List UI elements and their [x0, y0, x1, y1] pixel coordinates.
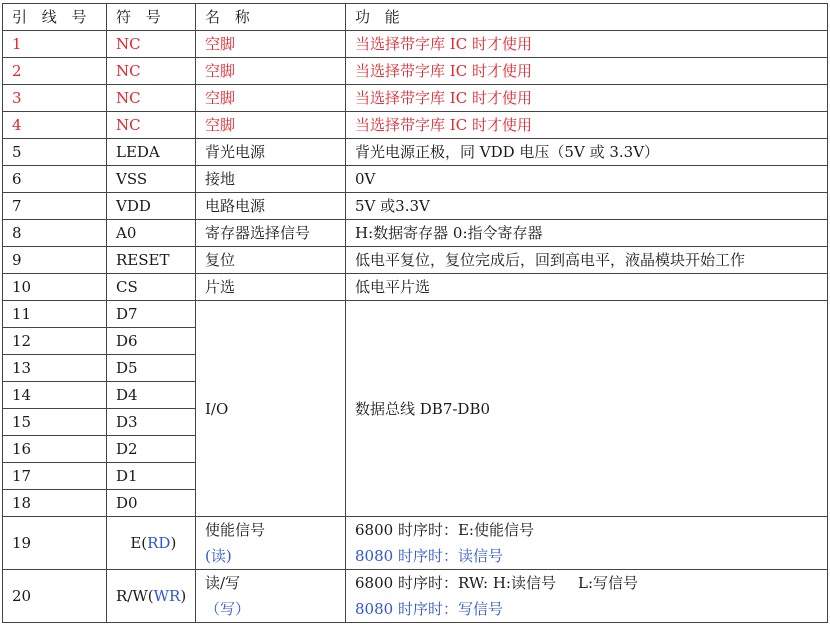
- name-line2: (读): [205, 547, 232, 565]
- table-row: [3, 58, 828, 85]
- pin-number: 3: [3, 85, 107, 112]
- symbol-end: ): [180, 587, 187, 605]
- pin-name: 背光电源: [196, 139, 346, 166]
- pin-number: 17: [3, 463, 107, 490]
- pin-name: 片选: [196, 274, 346, 301]
- func-line1: 6800 时序时：E:使能信号: [355, 521, 534, 539]
- table-row: [3, 220, 828, 247]
- pin-function: 0V: [346, 166, 828, 193]
- table-row: [3, 85, 828, 112]
- name-line2: （写）: [205, 600, 251, 618]
- pin-name: [196, 570, 346, 623]
- pin-name: 接地: [196, 166, 346, 193]
- pin-symbol: NC: [107, 112, 196, 139]
- pin-symbol: NC: [107, 31, 196, 58]
- pin-number: 4: [3, 112, 107, 139]
- pin-symbol: LEDA: [107, 139, 196, 166]
- bus-name: I/O: [196, 301, 346, 517]
- pin-function: 低电平片选: [346, 274, 828, 301]
- pin-symbol: RESET: [107, 247, 196, 274]
- pin-function: 当选择带字库 IC 时才使用: [346, 58, 828, 85]
- name-line1: 读/写: [205, 574, 241, 592]
- pin-function: 5V 或3.3V: [346, 193, 828, 220]
- pin-number: 2: [3, 58, 107, 85]
- pin-symbol: D3: [107, 409, 196, 436]
- table-row: [3, 193, 828, 220]
- header-function: 功 能: [346, 4, 828, 31]
- pin-number: 5: [3, 139, 107, 166]
- pin-definition-table: [2, 3, 828, 623]
- symbol-alt: WR: [153, 587, 181, 605]
- pin-number: 15: [3, 409, 107, 436]
- symbol-main: R/W(: [116, 587, 154, 605]
- pin-symbol: D7: [107, 301, 196, 328]
- pin-number: 11: [3, 301, 107, 328]
- header-row: [3, 4, 828, 31]
- table-row: [3, 166, 828, 193]
- pin-number: 9: [3, 247, 107, 274]
- table-row: [3, 517, 828, 570]
- pin-function: 背光电源正极，同 VDD 电压（5V 或 3.3V）: [346, 139, 828, 166]
- pin-number: 14: [3, 382, 107, 409]
- pin-name: 空脚: [196, 112, 346, 139]
- pin-symbol: VDD: [107, 193, 196, 220]
- pin-name: 空脚: [196, 85, 346, 112]
- table-row: [3, 301, 828, 328]
- table-row: [3, 274, 828, 301]
- pin-number: 20: [3, 570, 107, 623]
- header-pin: 引 线 号: [3, 4, 107, 31]
- symbol-end: ): [170, 534, 177, 552]
- header-symbol: 符 号: [107, 4, 196, 31]
- pin-symbol: [107, 517, 196, 570]
- pin-function: 当选择带字库 IC 时才使用: [346, 31, 828, 58]
- pin-number: 8: [3, 220, 107, 247]
- pin-symbol: A0: [107, 220, 196, 247]
- pin-symbol: VSS: [107, 166, 196, 193]
- pin-number: 10: [3, 274, 107, 301]
- pin-symbol: D5: [107, 355, 196, 382]
- table-row: [3, 139, 828, 166]
- pin-number: 16: [3, 436, 107, 463]
- pin-symbol: D4: [107, 382, 196, 409]
- pin-number: 19: [3, 517, 107, 570]
- table-row: [3, 247, 828, 274]
- pin-symbol: D0: [107, 490, 196, 517]
- pin-function: 当选择带字库 IC 时才使用: [346, 85, 828, 112]
- pin-function: H:数据寄存器 0:指令寄存器: [346, 220, 828, 247]
- bus-function: 数据总线 DB7-DB0: [346, 301, 828, 517]
- pin-name: 复位: [196, 247, 346, 274]
- pin-number: 13: [3, 355, 107, 382]
- pin-function: 低电平复位，复位完成后，回到高电平，液晶模块开始工作: [346, 247, 828, 274]
- pin-name: 寄存器选择信号: [196, 220, 346, 247]
- func-line2: 8080 时序时：写信号: [355, 600, 503, 618]
- pin-name: 空脚: [196, 31, 346, 58]
- pin-function: [346, 570, 828, 623]
- pin-symbol: D1: [107, 463, 196, 490]
- pin-symbol: D6: [107, 328, 196, 355]
- pin-symbol: NC: [107, 85, 196, 112]
- table-row: [3, 570, 828, 623]
- pin-symbol: D2: [107, 436, 196, 463]
- pin-number: 1: [3, 31, 107, 58]
- table-row: [3, 31, 828, 58]
- func-line1a: 6800 时序时：RW: H:读信号: [355, 574, 556, 592]
- symbol-main: E(: [130, 534, 148, 552]
- pin-symbol: [107, 570, 196, 623]
- pin-symbol: CS: [107, 274, 196, 301]
- symbol-alt: RD: [147, 534, 171, 552]
- pin-function: [346, 517, 828, 570]
- pin-function: 当选择带字库 IC 时才使用: [346, 112, 828, 139]
- pin-number: 7: [3, 193, 107, 220]
- func-line1b: L:写信号: [577, 574, 638, 592]
- header-name: 名 称: [196, 4, 346, 31]
- pin-symbol: NC: [107, 58, 196, 85]
- func-line2: 8080 时序时：读信号: [355, 547, 503, 565]
- pin-name: [196, 517, 346, 570]
- func-line1: [355, 570, 827, 596]
- pin-number: 6: [3, 166, 107, 193]
- table-row: [3, 112, 828, 139]
- pin-name: 空脚: [196, 58, 346, 85]
- name-line1: 使能信号: [205, 521, 266, 539]
- pin-number: 18: [3, 490, 107, 517]
- pin-name: 电路电源: [196, 193, 346, 220]
- pin-number: 12: [3, 328, 107, 355]
